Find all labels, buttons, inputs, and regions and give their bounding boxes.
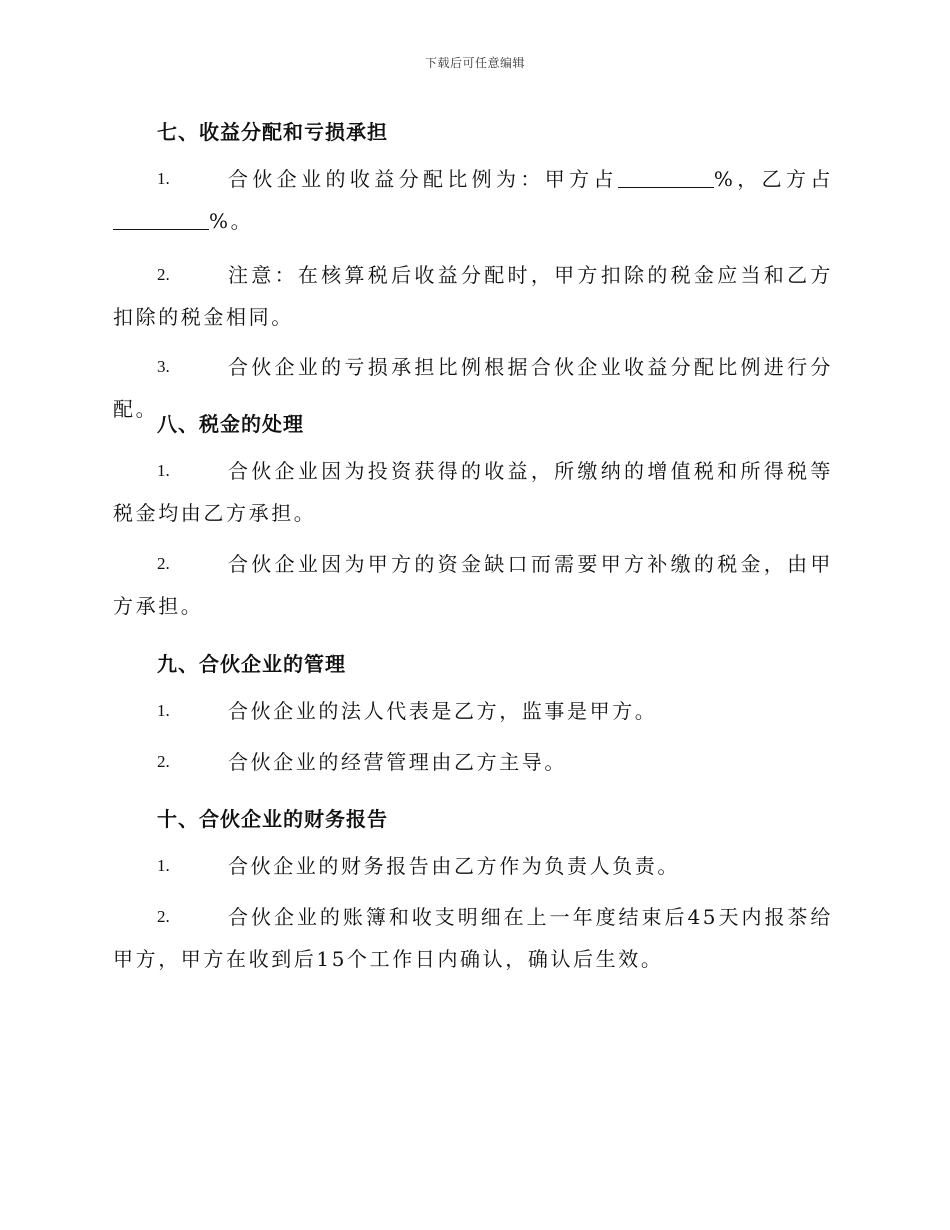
clause-text: 合伙企业的经营管理由乙方主导。 xyxy=(228,750,567,774)
blank-field-party-b-share[interactable] xyxy=(113,209,209,230)
clause-9-2 xyxy=(113,741,833,783)
clause-text: 合伙企业的法人代表是乙方，监事是甲方。 xyxy=(228,699,658,723)
clause-text: 注意：在核算税后收益分配时，甲方扣除的税金应当和乙方扣除的税金相同。 xyxy=(113,263,833,329)
section-title-10: 十、合伙企业的财务报告 xyxy=(157,807,388,831)
clause-number: 2. xyxy=(157,752,170,771)
clause-number: 1. xyxy=(157,701,170,720)
blank-field-party-a-share[interactable] xyxy=(618,167,714,188)
clause-10-2 xyxy=(113,896,833,980)
clause-number: 2. xyxy=(157,907,170,926)
clause-text: 合伙企业的亏损承担比例根据合伙企业收益分配比例进行分配。 xyxy=(113,355,833,421)
clause-text: 合伙企业因为甲方的资金缺口而需要甲方补缴的税金，由甲方承担。 xyxy=(113,552,833,618)
section-title-9: 九、合伙企业的管理 xyxy=(157,652,346,676)
clause-8-2 xyxy=(113,543,833,627)
clause-number: 3. xyxy=(157,357,170,376)
clause-9-1 xyxy=(113,690,833,732)
clause-8-1 xyxy=(113,450,833,534)
header-note: 下载后可任意编辑 xyxy=(424,56,525,70)
clause-text: 合伙企业的账簿和收支明细在上一年度结束后45天内报茶给甲方，甲方在收到后15个工作日内确认，确认后生效。 xyxy=(113,905,833,971)
clause-text: 合伙企业的收益分配比例为：甲方占 %，乙方占 %。 xyxy=(113,158,833,242)
clause-text: 合伙企业的财务报告由乙方作为负责人负责。 xyxy=(228,854,680,878)
section-title-7: 七、收益分配和亏损承担 xyxy=(157,120,388,144)
clause-7-1 xyxy=(113,158,833,242)
clause-number: 1. xyxy=(157,461,170,480)
clause-number: 1. xyxy=(157,856,170,875)
clause-10-1 xyxy=(113,845,833,887)
clause-number: 1. xyxy=(157,169,170,188)
clause-number: 2. xyxy=(157,554,170,573)
clause-7-2 xyxy=(113,254,833,338)
section-title-8: 八、税金的处理 xyxy=(157,412,304,436)
clause-number: 2. xyxy=(157,265,170,284)
clause-text: 合伙企业因为投资获得的收益，所缴纳的增值税和所得税等税金均由乙方承担。 xyxy=(113,459,833,525)
